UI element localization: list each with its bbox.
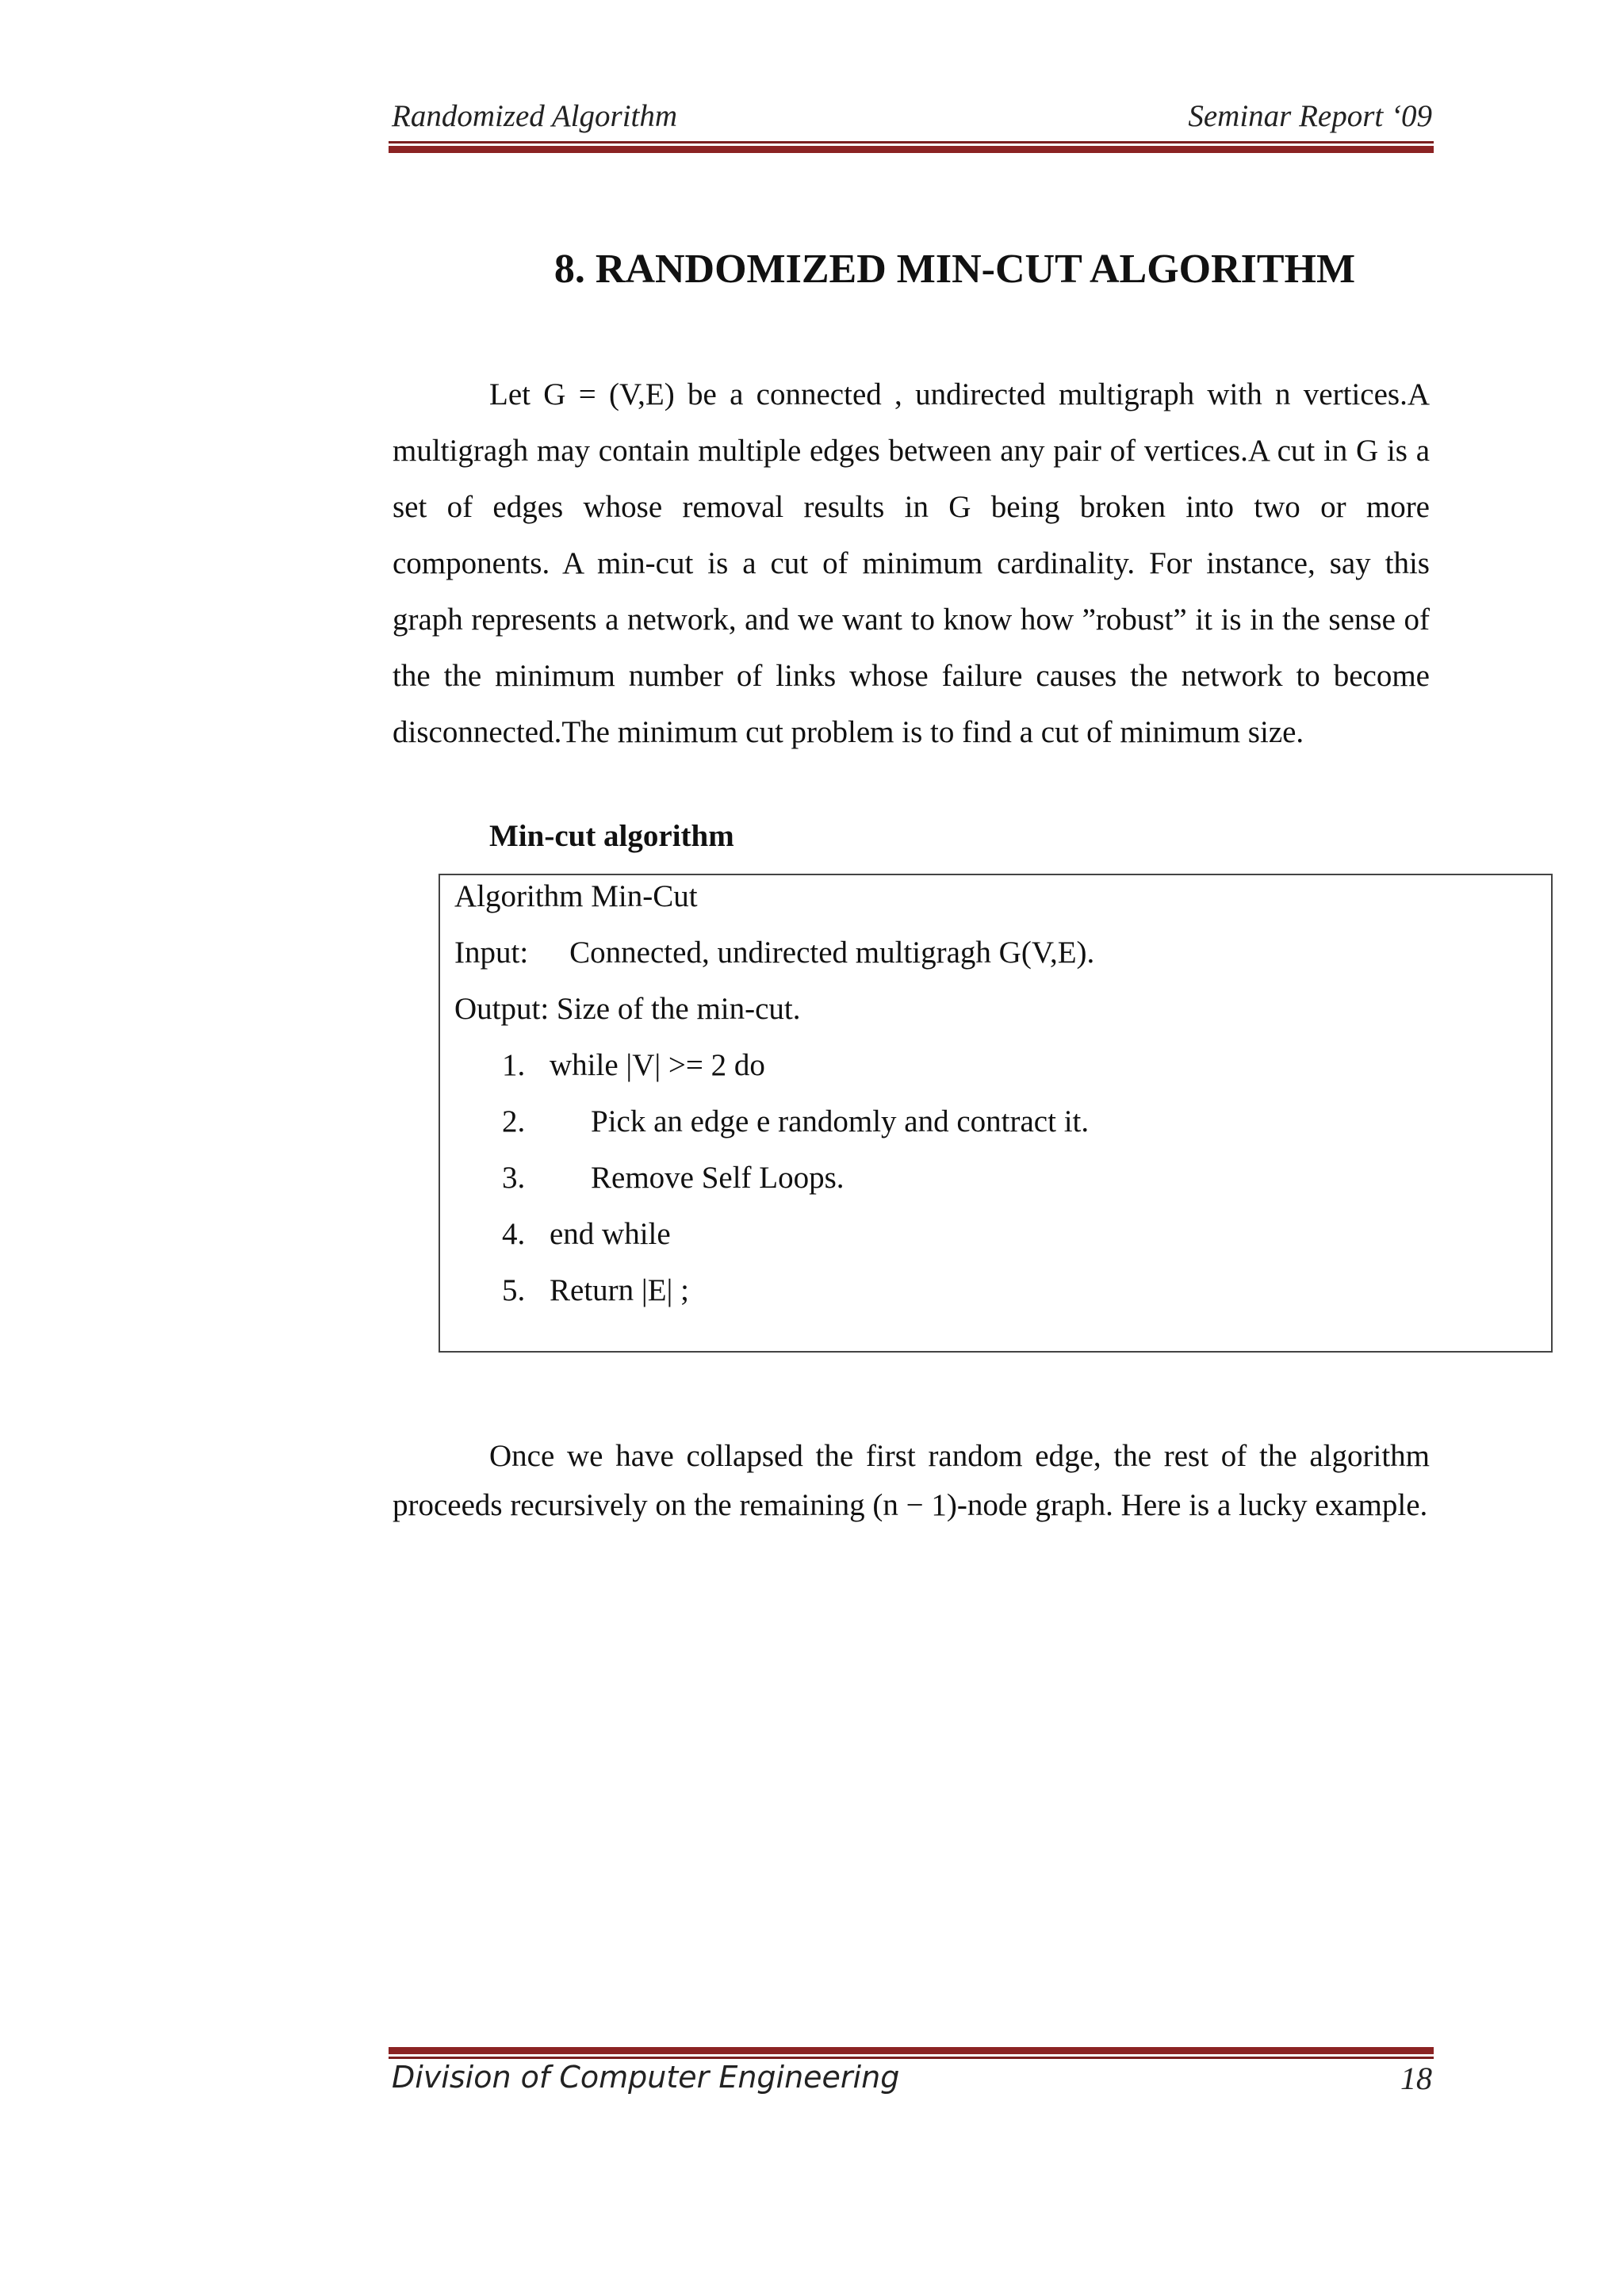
intro-paragraph: Let G = (V,E) be a connected , undirected multigraph with n vertices.A multigragh may contain multiple edges between any pair of vertices.A cut in G is a set of edges whose removal results in G being broken into two or more components. A min-cut is a cut of minimum cardinality. For instance, say this graph represents a network, and we want to know how ”robust” it is in the sense of the the minimum number of links whose failure causes the network to become disconnected.The minimum cut problem is to find a cut of minimum size. — [393, 377, 1430, 749]
algorithm-name: Algorithm Min-Cut — [454, 879, 698, 913]
closing-paragraph: Once we have collapsed the first random edge, the rest of the algorithm proceeds recursively on the remaining (n − 1)-node graph. Here is a lucky example. — [393, 1439, 1430, 1522]
step-text: end while — [550, 1217, 671, 1251]
algorithm-subheading: Min-cut algorithm — [489, 819, 734, 853]
header-rule-thin — [389, 141, 1434, 144]
algorithm-input-text: Connected, undirected multigragh G(V,E). — [569, 936, 1095, 970]
algorithm-input — [454, 935, 1094, 970]
step-number: 1. — [502, 1048, 526, 1082]
algorithm-input-label: Input: — [454, 936, 529, 970]
algorithm-step — [502, 1160, 845, 1196]
algorithm-step — [502, 1104, 1089, 1139]
header-document-title: Randomized Algorithm — [392, 99, 678, 133]
algorithm-step — [502, 1047, 765, 1083]
step-text: Pick an edge e randomly and contract it. — [591, 1104, 1090, 1138]
step-text: Remove Self Loops. — [591, 1161, 845, 1195]
page-header — [392, 98, 1432, 138]
algorithm-box — [439, 874, 1553, 1353]
page-footer — [392, 2060, 1432, 2103]
step-number: 4. — [502, 1217, 526, 1251]
step-text: Return |E| ; — [550, 1273, 689, 1307]
section-title: 8. RANDOMIZED MIN-CUT ALGORITHM — [553, 247, 1356, 292]
step-number: 2. — [502, 1104, 526, 1138]
footer-rule-thin — [389, 2057, 1434, 2059]
step-number: 5. — [502, 1273, 526, 1307]
footer-department: Division of Computer Engineering — [392, 2060, 900, 2095]
footer-rule-thick — [389, 2047, 1434, 2054]
algorithm-output: Output: Size of the min-cut. — [454, 992, 801, 1026]
step-text: while |V| >= 2 do — [550, 1048, 765, 1082]
header-rule-thick — [389, 146, 1434, 153]
page-number: 18 — [1400, 2061, 1432, 2096]
step-number: 3. — [502, 1161, 526, 1195]
algorithm-step — [502, 1216, 671, 1252]
header-report-label: Seminar Report ‘09 — [1188, 99, 1432, 133]
algorithm-step — [502, 1272, 689, 1308]
